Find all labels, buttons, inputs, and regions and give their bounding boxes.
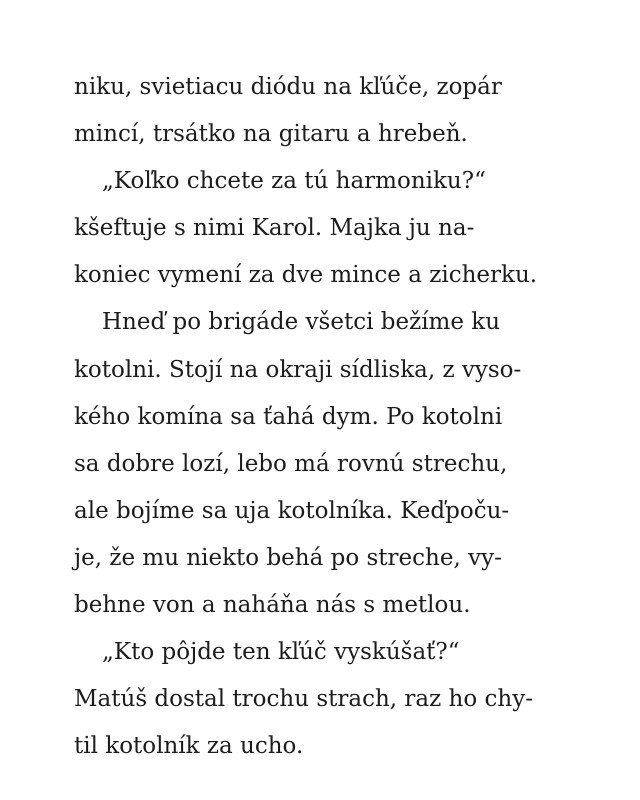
text-line: mincí, trsátko na gitaru a hrebeň. (74, 121, 468, 148)
text-line: koniec vymení za dve mince a zicherku. (74, 262, 538, 289)
text-line: „Kto pôjde ten kľúč vyskúšať?“ (102, 639, 460, 666)
text-line: kotolni. Stojí na okraji sídliska, z vyso- (74, 356, 522, 383)
text-line: kého komína sa ťahá dym. Po kotolni (74, 403, 503, 430)
text-line: „Koľko chcete za tú harmoniku?“ (102, 168, 486, 195)
text-line: behne von a naháňa nás s metlou. (74, 592, 471, 619)
text-line: niku, svietiacu diódu na kľúče, zopár (74, 74, 502, 100)
text-line: til kotolník za ucho. (74, 733, 304, 760)
text-line: je, že mu niekto behá po streche, vy- (74, 544, 502, 571)
book-page-text (74, 64, 594, 770)
text-line: Hneď po brigáde všetci bežíme ku (102, 309, 501, 336)
text-line: sa dobre lozí, lebo má rovnú strechu, (74, 450, 508, 477)
text-line: kšeftuje s nimi Karol. Majka ju na- (74, 215, 475, 242)
text-line: Matúš dostal trochu strach, raz ho chy- (74, 686, 533, 713)
text-line: ale bojíme sa uja kotolníka. Keďpoču- (74, 497, 510, 524)
